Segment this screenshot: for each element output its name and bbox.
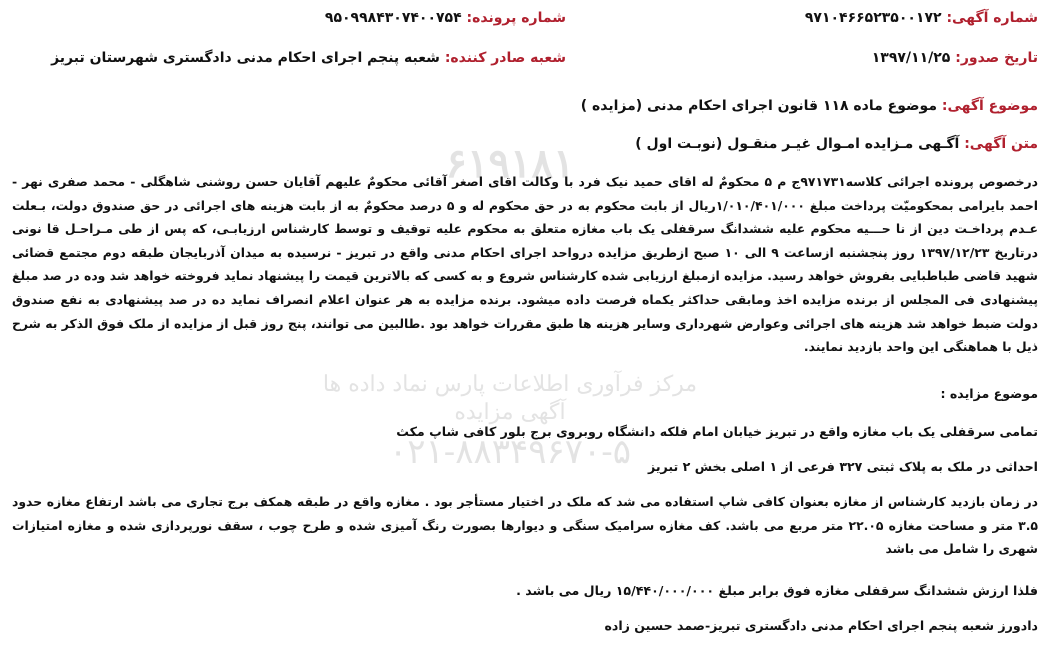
- valuation-line: فلذا ارزش ششدانگ سرقفلی مغازه فوق برابر مبلغ ۱۵/۴۴۰/۰۰۰/۰۰۰ ریال می باشد .: [516, 583, 1038, 598]
- ad-text-label: متن آگهی:: [964, 136, 1038, 152]
- issuing-branch-row: [51, 50, 566, 66]
- ad-number-label: شماره آگهی:: [946, 10, 1038, 26]
- signature-line: دادورز شعبه پنجم اجرای احکام مدنی دادگستری تبریز-صمد حسین زاده: [604, 618, 1038, 633]
- issue-date-row: [872, 50, 1038, 66]
- ad-subject-value: موضوع ماده ۱۱۸ قانون اجرای احکام مدنی (مزایده ): [580, 98, 937, 114]
- auction-heading: موضوع مزایده :: [940, 386, 1038, 401]
- case-number-value: ۹۵۰۹۹۸۴۳۰۷۴۰۰۷۵۴: [324, 10, 462, 26]
- case-number-label: شماره پرونده:: [466, 10, 566, 26]
- issue-date-label: تاریخ صدور:: [955, 50, 1038, 66]
- issue-date-value: ۱۳۹۷/۱۱/۲۵: [871, 50, 951, 66]
- watermark-phone: ۰۲۱-۸۸۳۴۹۶۷۰-۵: [388, 432, 632, 472]
- auction-plot-line: احداثی در ملک به پلاک ثبتی ۳۲۷ فرعی از ۱ اصلی بخش ۲ تبریز: [647, 459, 1038, 474]
- watermark-org: مرکز فرآوری اطلاعات پارس نماد داده ها: [322, 372, 698, 397]
- ad-body-paragraph: درخصوص پرونده اجرائی کلاسه۹۷۱۷۳۱ج م ۵ محکومٌ له اقای حمید نیک فرد با وکالت اقای اصغر آقائی محکومٌ علیهم آقایان حسن روشنی شاهگلی - محمد صفری نهر - احمد بایرامی بمحکومیّت پرداخت مبلغ ۱/۰۱۰/۴۰۱/۰۰۰ریال از بابت محکوم به در حق محکوم له و ۵ درصد محکومٌ به از بابت هزینه های اجرائی در حق صندوق دولت، بـعلت عـدم پرداخـت دین از نا حـــیه محکوم علیه ششدانگ سرقفلی یک باب مغازه متعلق به محکوم علیه توقیف و توسط کارشناس ارزیابـی، که پس از طی مـراحـل قا نونی درتاریخ ۱۳۹۷/۱۲/۲۳ روز پنجشنبه ازساعت ۹ الی ۱۰ صبح ازطریق مزایده درواحد اجرای احکام مدنی واقع در تبریز - نرسیده به میدان آذربایجان طبقه دوم مجتمع قضائی شهید قاضی طباطبایی بفروش خواهد رسید. مزایده ازمبلغ ارزیابی شده کارشناس شروع و به کسی که بالاترین قیمت را پیشنهاد نماید فروخته خواهد شد وده در صد مبلغ پیشنهادی فی المجلس از برنده مزایده اخذ ومابقی حداکثر یکماه فرصت داده میشود. برنده مزایده به هر عنوان اعلام انصراف نماید ده در صد پیشنهادی به نفع صندوق دولت ضبط خواهد شد هزینه های اجرائی وعوارض شهرداری وسایر هزینه ها طبق مقررات خواهد بود .طالبین می توانند، پنج روز قبل از مزایده از ملک فوق الذکر به شرح ذیل با هماهنگی این واحد بازدید نمایند.: [12, 174, 1038, 355]
- auction-item-line: تمامی سرقفلی یک باب مغازه واقع در تبریز خیابان امام فلکه دانشگاه روبروی برج بلور کافی شاپ مکث: [396, 424, 1038, 439]
- watermark-title: آگهی مزایده: [454, 400, 566, 425]
- ad-subject-row: [581, 98, 1038, 114]
- ad-text-title: آگـهی مـزایده امـوال غیـر منقـول (نوبـت اول ): [635, 136, 960, 152]
- ad-number-value: ۹۷۱۰۴۶۶۵۲۳۵۰۰۱۷۲: [804, 10, 942, 26]
- issuing-branch-label: شعبه صادر کننده:: [444, 50, 566, 66]
- ad-number-row: [805, 10, 1038, 26]
- issuing-branch-value: شعبه پنجم اجرای احکام مدنی دادگستری شهرستان تبریز: [51, 50, 440, 66]
- ad-subject-label: موضوع آگهی:: [941, 98, 1038, 114]
- ad-text-row: [635, 136, 1038, 152]
- watermark-code: ۶۱۹۱۸۱: [445, 140, 575, 187]
- inspection-paragraph: در زمان بازدید کارشناس از مغازه بعنوان کافی شاپ استفاده می شد که ملک در اختیار مستأجر بود . مغازه واقع در طبقه همکف برج تجاری می باشد ارتفاع مغازه حدود ۳.۵ متر و مساحت مغازه ۲۲.۰۵ متر مربع می باشد. کف مغازه سرامیک سنگی و دیوارها بصورت رنگ آمیزی شده و طرح چوب ، سقف نورپردازی شده و مغازه امتیازات شهری را شامل می باشد: [12, 494, 1038, 556]
- case-number-row: [325, 10, 566, 26]
